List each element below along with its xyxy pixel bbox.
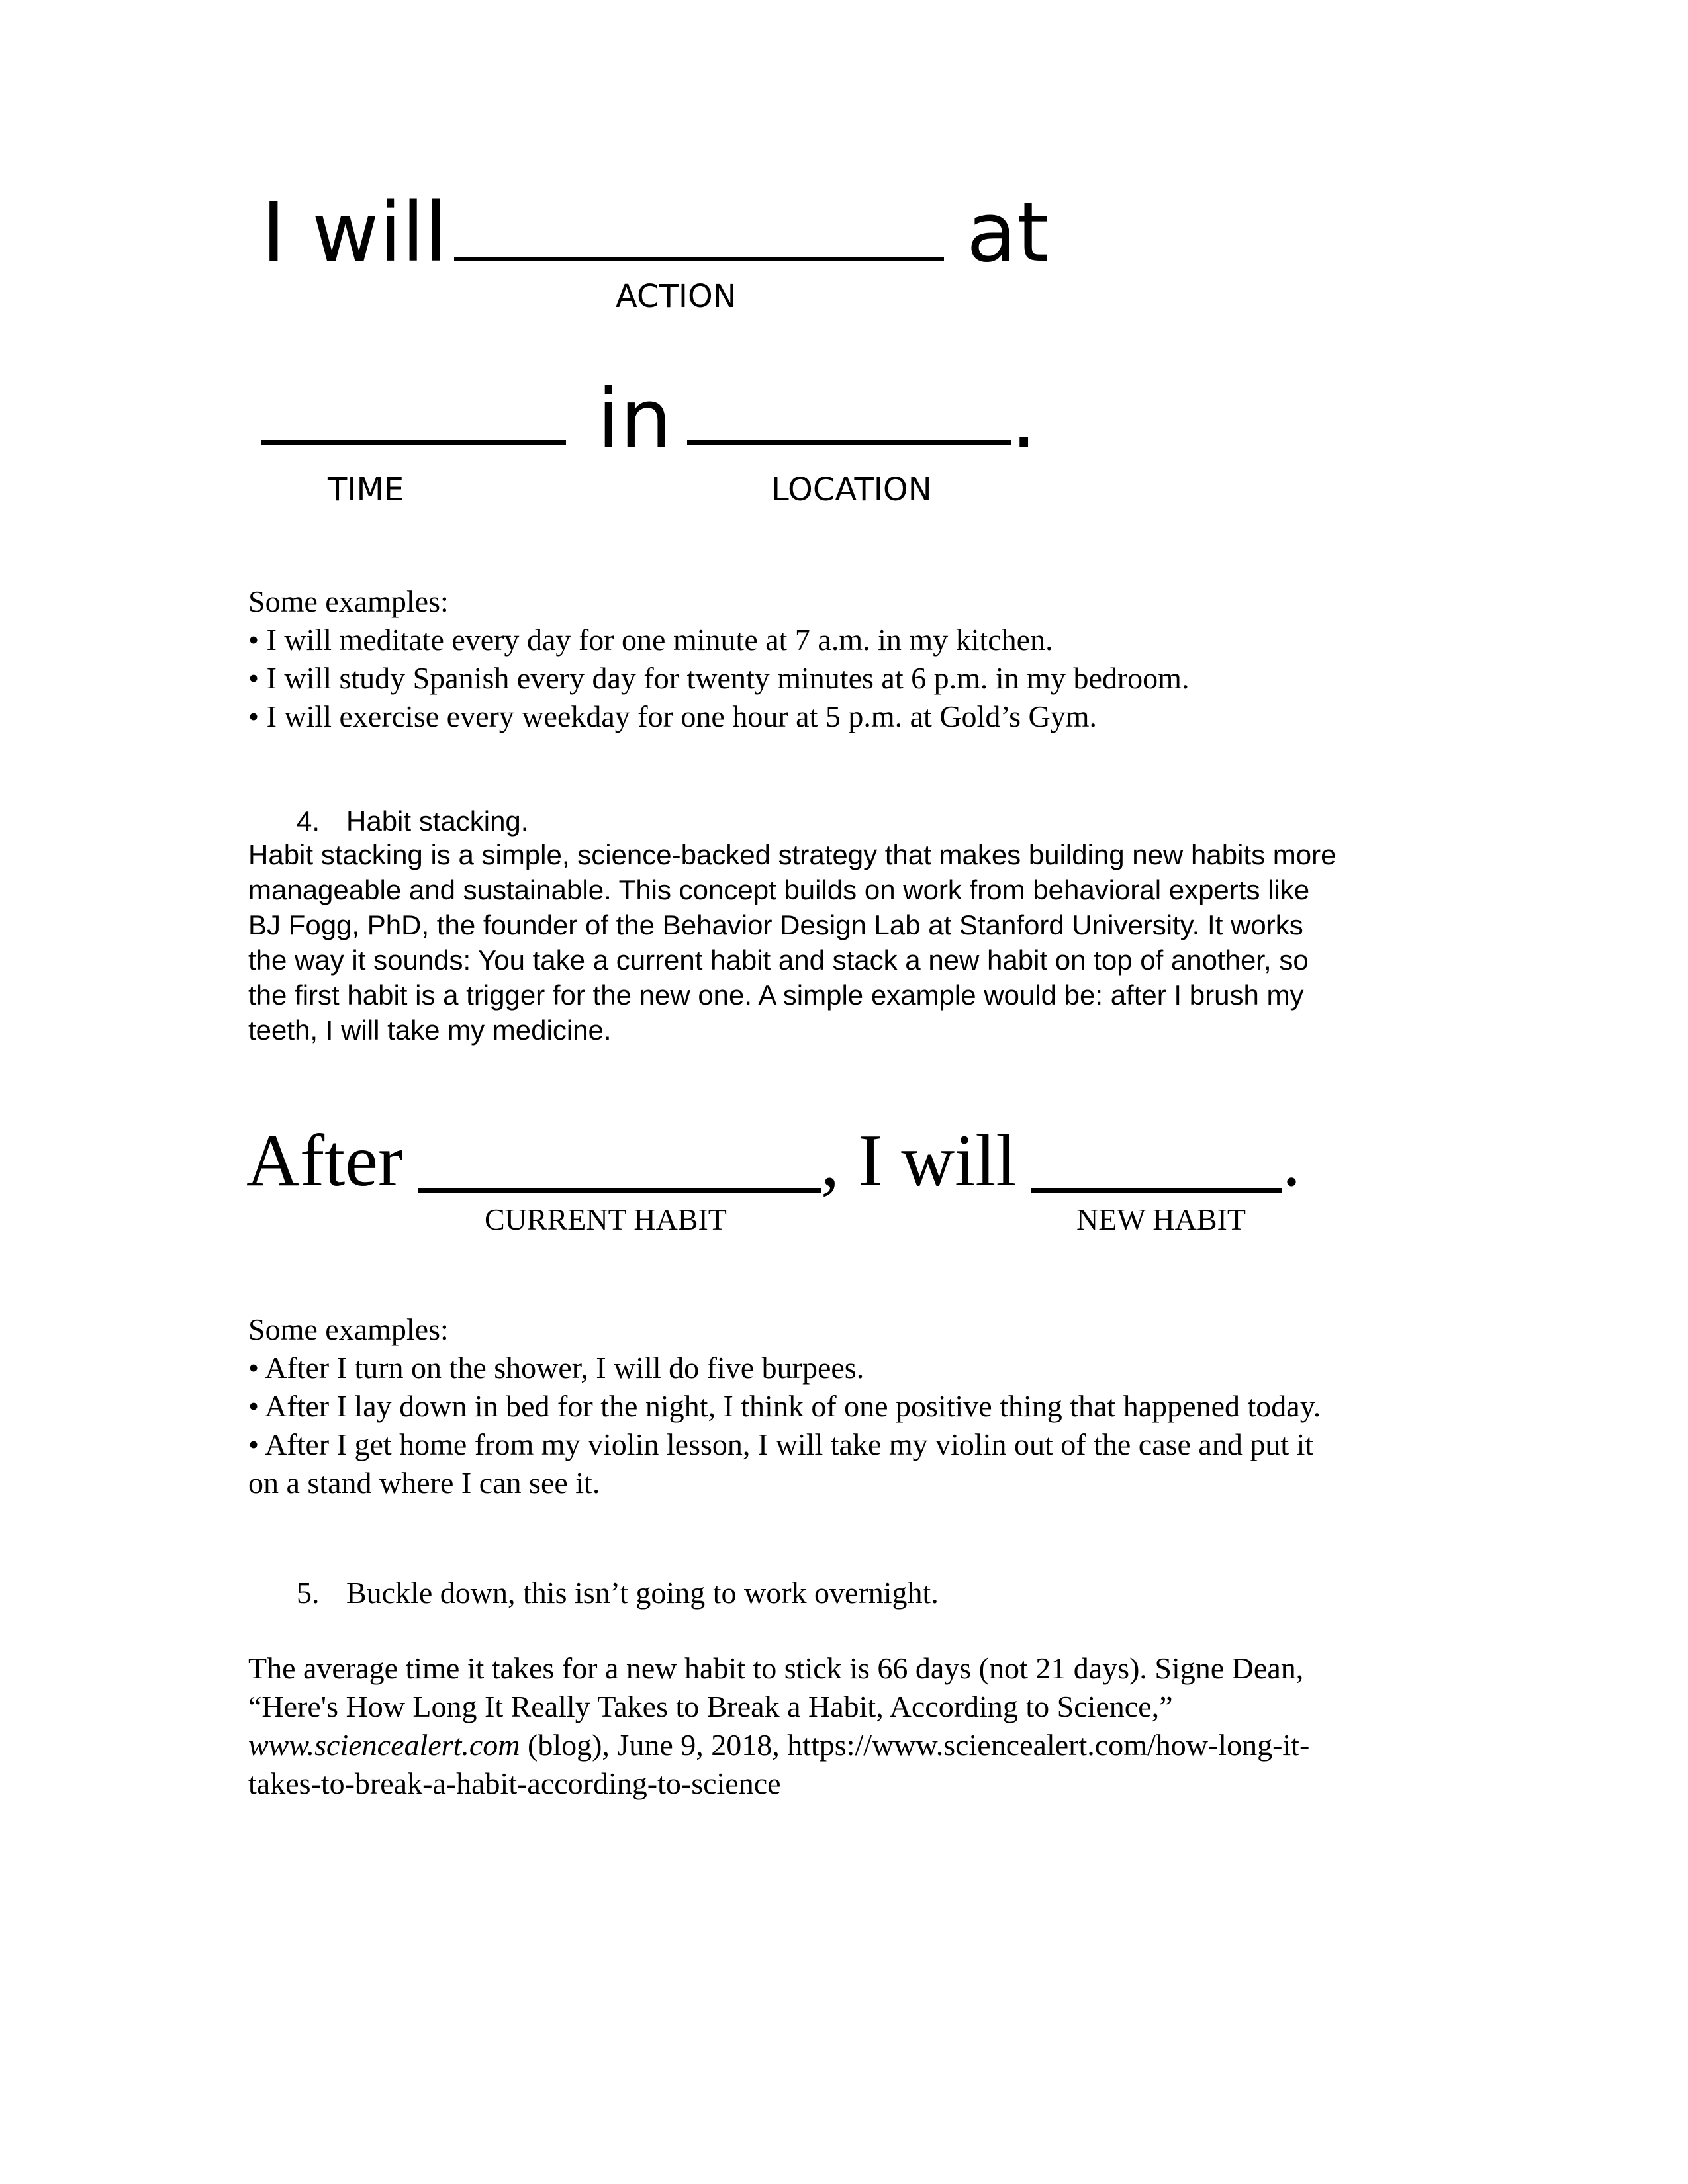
examples-two-item: • After I get home from my violin lesson, I will take my violin out of the case and put it: [248, 1428, 1314, 1461]
section4-line: manageable and sustainable. This concept builds on work from behavioral experts like: [248, 874, 1310, 905]
template-line1-end: at: [966, 185, 1049, 281]
citation-website: www.sciencealert.com: [248, 1728, 520, 1762]
citation-paragraph: [248, 1649, 1440, 1803]
citation-line: takes-to-break-a-habit-according-to-science: [248, 1766, 781, 1800]
template-two-end: .: [1282, 1120, 1301, 1202]
label-current-habit: CURRENT HABIT: [485, 1203, 727, 1236]
section4-line: BJ Fogg, PhD, the founder of the Behavior Design Lab at Stanford University. It works: [248, 909, 1303, 940]
citation-line: The average time it takes for a new habit to stick is 66 days (not 21 days). Signe Dean,: [248, 1651, 1304, 1685]
section5-number: 5.: [297, 1576, 320, 1610]
examples-two: [248, 1310, 1440, 1502]
section5-title: Buckle down, this isn’t going to work overnight.: [346, 1576, 939, 1610]
location-blank: [687, 440, 1011, 445]
section4-paragraph: [248, 837, 1440, 1048]
examples-two-item: • After I lay down in bed for the night, I think of one positive thing that happened today.: [248, 1389, 1321, 1423]
examples-two-heading: Some examples:: [248, 1312, 449, 1346]
section4-line: teeth, I will take my medicine.: [248, 1015, 612, 1046]
template-two-start: After: [246, 1120, 403, 1202]
section4-line: the first habit is a trigger for the new one. A simple example would be: after I brush my: [248, 979, 1304, 1011]
template-line2-middle: in: [597, 372, 673, 467]
label-action: ACTION: [616, 278, 737, 315]
action-blank: [454, 257, 944, 261]
section4-title: Habit stacking.: [346, 805, 529, 837]
section4-line: Habit stacking is a simple, science-backed strategy that makes building new habits more: [248, 839, 1336, 870]
examples-one-heading: Some examples:: [248, 584, 449, 618]
time-blank: [261, 440, 566, 445]
section4-line: the way it sounds: You take a current habit and stack a new habit on top of another, so: [248, 944, 1309, 976]
new-habit-blank: [1031, 1188, 1282, 1193]
current-habit-blank: [418, 1188, 821, 1193]
examples-one-item: • I will exercise every weekday for one hour at 5 p.m. at Gold’s Gym.: [248, 700, 1098, 733]
section4-number: 4.: [297, 805, 320, 837]
template-line1-start: I will: [261, 185, 447, 281]
citation-line: [248, 1726, 1440, 1764]
template-two-middle: , I will: [821, 1120, 1017, 1202]
citation-line: “Here's How Long It Really Takes to Break a Habit, According to Science,”: [248, 1690, 1173, 1723]
examples-one-item: • I will study Spanish every day for twenty minutes at 6 p.m. in my bedroom.: [248, 661, 1190, 695]
examples-one-item: • I will meditate every day for one minute at 7 a.m. in my kitchen.: [248, 623, 1053, 657]
citation-blog-url: (blog), June 9, 2018, https://www.sciencealert.com/how-long-it-: [520, 1728, 1310, 1762]
section5-heading: [297, 1574, 939, 1612]
label-location: LOCATION: [771, 471, 932, 508]
section4-heading: [297, 803, 528, 839]
examples-two-item: on a stand where I can see it.: [248, 1466, 600, 1500]
examples-one: [248, 582, 1440, 736]
template-line2-end: .: [1011, 372, 1037, 467]
label-time: TIME: [328, 471, 404, 508]
label-new-habit: NEW HABIT: [1076, 1203, 1246, 1236]
examples-two-item: • After I turn on the shower, I will do five burpees.: [248, 1351, 865, 1385]
